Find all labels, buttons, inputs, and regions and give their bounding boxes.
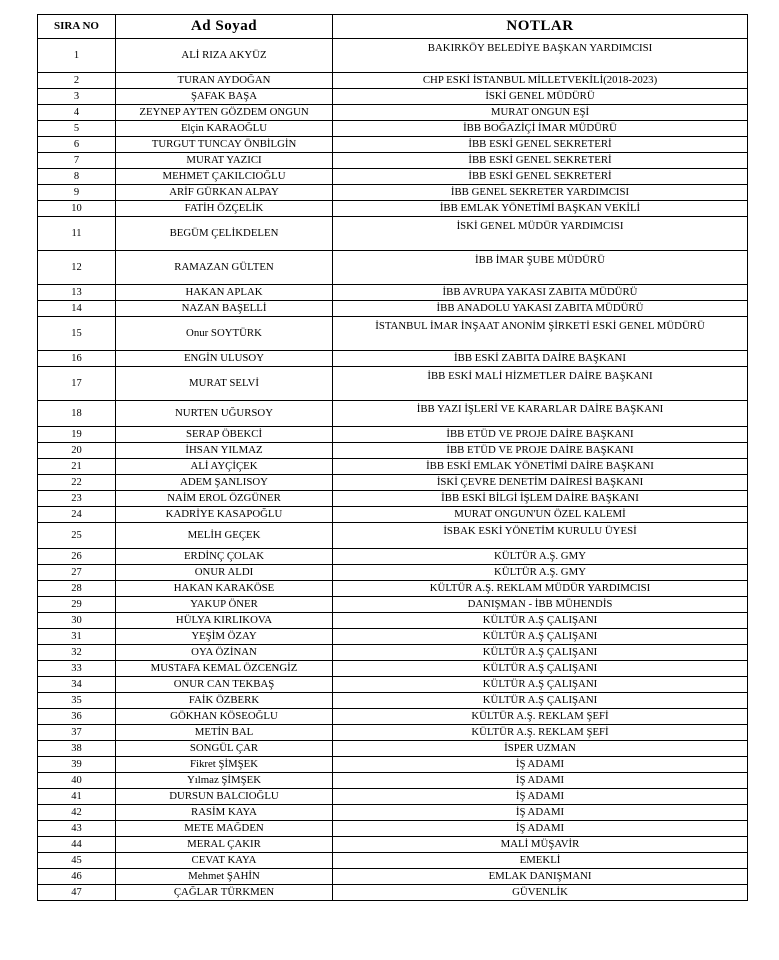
person-name-cell: NAZAN BAŞELLİ bbox=[116, 301, 333, 317]
row-number-cell: 43 bbox=[38, 821, 116, 837]
table-row bbox=[38, 613, 748, 629]
person-name-cell: ERDİNÇ ÇOLAK bbox=[116, 549, 333, 565]
row-number-cell: 44 bbox=[38, 837, 116, 853]
note-cell: İBB YAZI İŞLERİ VE KARARLAR DAİRE BAŞKANI bbox=[333, 401, 748, 427]
note-cell: KÜLTÜR A.Ş. GMY bbox=[333, 549, 748, 565]
header-sira-no: SIRA NO bbox=[38, 15, 116, 39]
note-cell: İBB ESKİ GENEL SEKRETERİ bbox=[333, 169, 748, 185]
note-cell: İBB ESKİ BİLGİ İŞLEM DAİRE BAŞKANI bbox=[333, 491, 748, 507]
note-cell: MALİ MÜŞAVİR bbox=[333, 837, 748, 853]
person-name-cell: DURSUN BALCIOĞLU bbox=[116, 789, 333, 805]
row-number-cell: 28 bbox=[38, 581, 116, 597]
person-name-cell: METİN BAL bbox=[116, 725, 333, 741]
row-number-cell: 6 bbox=[38, 137, 116, 153]
row-number-cell: 31 bbox=[38, 629, 116, 645]
person-name-cell: HAKAN KARAKÖSE bbox=[116, 581, 333, 597]
note-cell: MURAT ONGUN'UN ÖZEL KALEMİ bbox=[333, 507, 748, 523]
note-cell: İBB ESKİ EMLAK YÖNETİMİ DAİRE BAŞKANI bbox=[333, 459, 748, 475]
table-header bbox=[38, 15, 748, 39]
row-number-cell: 37 bbox=[38, 725, 116, 741]
row-number-cell: 47 bbox=[38, 885, 116, 901]
person-name-cell: FATİH ÖZÇELİK bbox=[116, 201, 333, 217]
table-row bbox=[38, 581, 748, 597]
note-cell: İŞ ADAMI bbox=[333, 789, 748, 805]
note-cell: İSKİ ÇEVRE DENETİM DAİRESİ BAŞKANI bbox=[333, 475, 748, 491]
person-name-cell: MUSTAFA KEMAL ÖZCENGİZ bbox=[116, 661, 333, 677]
person-name-cell: FAİK ÖZBERK bbox=[116, 693, 333, 709]
row-number-cell: 29 bbox=[38, 597, 116, 613]
note-cell: İBB ESKİ ZABITA DAİRE BAŞKANI bbox=[333, 351, 748, 367]
table-row bbox=[38, 153, 748, 169]
note-cell: KÜLTÜR A.Ş. GMY bbox=[333, 565, 748, 581]
table-row bbox=[38, 301, 748, 317]
row-number-cell: 34 bbox=[38, 677, 116, 693]
person-name-cell: ONUR CAN TEKBAŞ bbox=[116, 677, 333, 693]
person-list-table bbox=[37, 14, 748, 901]
table-row bbox=[38, 597, 748, 613]
row-number-cell: 46 bbox=[38, 869, 116, 885]
table-row bbox=[38, 565, 748, 581]
row-number-cell: 9 bbox=[38, 185, 116, 201]
person-name-cell: ALİ AYÇİÇEK bbox=[116, 459, 333, 475]
table-row bbox=[38, 351, 748, 367]
row-number-cell: 41 bbox=[38, 789, 116, 805]
person-name-cell: Elçin KARAOĞLU bbox=[116, 121, 333, 137]
row-number-cell: 2 bbox=[38, 73, 116, 89]
note-cell: İBB ESKİ GENEL SEKRETERİ bbox=[333, 153, 748, 169]
person-name-cell: ŞAFAK BAŞA bbox=[116, 89, 333, 105]
table-row bbox=[38, 137, 748, 153]
table-row bbox=[38, 251, 748, 285]
row-number-cell: 22 bbox=[38, 475, 116, 491]
person-name-cell: MURAT YAZICI bbox=[116, 153, 333, 169]
note-cell: İSPER UZMAN bbox=[333, 741, 748, 757]
note-cell: DANIŞMAN - İBB MÜHENDİS bbox=[333, 597, 748, 613]
row-number-cell: 15 bbox=[38, 317, 116, 351]
person-name-cell: ARİF GÜRKAN ALPAY bbox=[116, 185, 333, 201]
row-number-cell: 10 bbox=[38, 201, 116, 217]
note-cell: CHP ESKİ İSTANBUL MİLLETVEKİLİ(2018-2023) bbox=[333, 73, 748, 89]
person-name-cell: HÜLYA KIRLIKOVA bbox=[116, 613, 333, 629]
person-name-cell: YAKUP ÖNER bbox=[116, 597, 333, 613]
table-row bbox=[38, 805, 748, 821]
person-name-cell: ONUR ALDI bbox=[116, 565, 333, 581]
note-cell: İSKİ GENEL MÜDÜR YARDIMCISI bbox=[333, 217, 748, 251]
row-number-cell: 35 bbox=[38, 693, 116, 709]
row-number-cell: 39 bbox=[38, 757, 116, 773]
note-cell: İSKİ GENEL MÜDÜRÜ bbox=[333, 89, 748, 105]
person-name-cell: MEHMET ÇAKILCIOĞLU bbox=[116, 169, 333, 185]
note-cell: İŞ ADAMI bbox=[333, 821, 748, 837]
row-number-cell: 26 bbox=[38, 549, 116, 565]
table-row bbox=[38, 837, 748, 853]
row-number-cell: 24 bbox=[38, 507, 116, 523]
person-name-cell: ÇAĞLAR TÜRKMEN bbox=[116, 885, 333, 901]
person-name-cell: ZEYNEP AYTEN GÖZDEM ONGUN bbox=[116, 105, 333, 121]
table-row bbox=[38, 39, 748, 73]
row-number-cell: 11 bbox=[38, 217, 116, 251]
note-cell: KÜLTÜR A.Ş ÇALIŞANI bbox=[333, 629, 748, 645]
person-name-cell: MURAT SELVİ bbox=[116, 367, 333, 401]
table-row bbox=[38, 427, 748, 443]
row-number-cell: 4 bbox=[38, 105, 116, 121]
table-row bbox=[38, 523, 748, 549]
person-name-cell: BEGÜM ÇELİKDELEN bbox=[116, 217, 333, 251]
note-cell: İBB EMLAK YÖNETİMİ BAŞKAN VEKİLİ bbox=[333, 201, 748, 217]
row-number-cell: 20 bbox=[38, 443, 116, 459]
table-row bbox=[38, 201, 748, 217]
person-name-cell: ALİ RIZA AKYÜZ bbox=[116, 39, 333, 73]
table-row bbox=[38, 789, 748, 805]
note-cell: BAKIRKÖY BELEDİYE BAŞKAN YARDIMCISI bbox=[333, 39, 748, 73]
note-cell: KÜLTÜR A.Ş. REKLAM ŞEFİ bbox=[333, 725, 748, 741]
table-row bbox=[38, 443, 748, 459]
person-name-cell: SERAP ÖBEKCİ bbox=[116, 427, 333, 443]
row-number-cell: 21 bbox=[38, 459, 116, 475]
person-name-cell: METE MAĞDEN bbox=[116, 821, 333, 837]
person-name-cell: Onur SOYTÜRK bbox=[116, 317, 333, 351]
note-cell: İBB ESKİ GENEL SEKRETERİ bbox=[333, 137, 748, 153]
table-row bbox=[38, 773, 748, 789]
row-number-cell: 5 bbox=[38, 121, 116, 137]
note-cell: KÜLTÜR A.Ş. REKLAM ŞEFİ bbox=[333, 709, 748, 725]
table-row bbox=[38, 725, 748, 741]
note-cell: KÜLTÜR A.Ş. REKLAM MÜDÜR YARDIMCISI bbox=[333, 581, 748, 597]
header-ad-soyad: Ad Soyad bbox=[116, 15, 333, 39]
table-row bbox=[38, 217, 748, 251]
person-name-cell: TURAN AYDOĞAN bbox=[116, 73, 333, 89]
note-cell: İBB ETÜD VE PROJE DAİRE BAŞKANI bbox=[333, 443, 748, 459]
header-notlar: NOTLAR bbox=[333, 15, 748, 39]
table-row bbox=[38, 549, 748, 565]
note-cell: KÜLTÜR A.Ş ÇALIŞANI bbox=[333, 613, 748, 629]
table-row bbox=[38, 661, 748, 677]
person-name-cell: SONGÜL ÇAR bbox=[116, 741, 333, 757]
row-number-cell: 32 bbox=[38, 645, 116, 661]
note-cell: EMLAK DANIŞMANI bbox=[333, 869, 748, 885]
note-cell: İSBAK ESKİ YÖNETİM KURULU ÜYESİ bbox=[333, 523, 748, 549]
table-row bbox=[38, 757, 748, 773]
person-name-cell: CEVAT KAYA bbox=[116, 853, 333, 869]
note-cell: EMEKLİ bbox=[333, 853, 748, 869]
person-name-cell: MELİH GEÇEK bbox=[116, 523, 333, 549]
note-cell: İBB GENEL SEKRETER YARDIMCISI bbox=[333, 185, 748, 201]
row-number-cell: 19 bbox=[38, 427, 116, 443]
person-name-cell: ENGİN ULUSOY bbox=[116, 351, 333, 367]
person-name-cell: Yılmaz ŞİMŞEK bbox=[116, 773, 333, 789]
person-name-cell: GÖKHAN KÖSEOĞLU bbox=[116, 709, 333, 725]
table-row bbox=[38, 709, 748, 725]
table-row bbox=[38, 491, 748, 507]
table-body bbox=[38, 39, 748, 901]
note-cell: İSTANBUL İMAR İNŞAAT ANONİM ŞİRKETİ ESKİ GENEL MÜDÜRÜ bbox=[333, 317, 748, 351]
row-number-cell: 1 bbox=[38, 39, 116, 73]
note-cell: İBB BOĞAZİÇİ İMAR MÜDÜRÜ bbox=[333, 121, 748, 137]
table-row bbox=[38, 89, 748, 105]
header-row bbox=[38, 15, 748, 39]
row-number-cell: 8 bbox=[38, 169, 116, 185]
table-row bbox=[38, 885, 748, 901]
row-number-cell: 23 bbox=[38, 491, 116, 507]
table-row bbox=[38, 853, 748, 869]
person-name-cell: YEŞİM ÖZAY bbox=[116, 629, 333, 645]
note-cell: KÜLTÜR A.Ş ÇALIŞANI bbox=[333, 645, 748, 661]
note-cell: KÜLTÜR A.Ş ÇALIŞANI bbox=[333, 677, 748, 693]
row-number-cell: 42 bbox=[38, 805, 116, 821]
row-number-cell: 16 bbox=[38, 351, 116, 367]
table-row bbox=[38, 317, 748, 351]
person-name-cell: KADRİYE KASAPOĞLU bbox=[116, 507, 333, 523]
person-name-cell: NURTEN UĞURSOY bbox=[116, 401, 333, 427]
table-row bbox=[38, 105, 748, 121]
row-number-cell: 3 bbox=[38, 89, 116, 105]
row-number-cell: 13 bbox=[38, 285, 116, 301]
table-row bbox=[38, 401, 748, 427]
table-row bbox=[38, 869, 748, 885]
note-cell: MURAT ONGUN EŞİ bbox=[333, 105, 748, 121]
note-cell: İBB İMAR ŞUBE MÜDÜRÜ bbox=[333, 251, 748, 285]
note-cell: GÜVENLİK bbox=[333, 885, 748, 901]
note-cell: İBB ANADOLU YAKASI ZABITA MÜDÜRÜ bbox=[333, 301, 748, 317]
table-row bbox=[38, 285, 748, 301]
row-number-cell: 18 bbox=[38, 401, 116, 427]
table-row bbox=[38, 121, 748, 137]
table-row bbox=[38, 821, 748, 837]
table-row bbox=[38, 475, 748, 491]
person-name-cell: RAMAZAN GÜLTEN bbox=[116, 251, 333, 285]
table-row bbox=[38, 645, 748, 661]
row-number-cell: 14 bbox=[38, 301, 116, 317]
note-cell: İBB ESKİ MALİ HİZMETLER DAİRE BAŞKANI bbox=[333, 367, 748, 401]
person-name-cell: RASİM KAYA bbox=[116, 805, 333, 821]
person-name-cell: OYA ÖZİNAN bbox=[116, 645, 333, 661]
person-name-cell: İHSAN YILMAZ bbox=[116, 443, 333, 459]
row-number-cell: 45 bbox=[38, 853, 116, 869]
table-row bbox=[38, 459, 748, 475]
person-name-cell: Fikret ŞİMŞEK bbox=[116, 757, 333, 773]
note-cell: İŞ ADAMI bbox=[333, 773, 748, 789]
row-number-cell: 33 bbox=[38, 661, 116, 677]
note-cell: İŞ ADAMI bbox=[333, 757, 748, 773]
table-row bbox=[38, 169, 748, 185]
table-row bbox=[38, 507, 748, 523]
row-number-cell: 27 bbox=[38, 565, 116, 581]
row-number-cell: 36 bbox=[38, 709, 116, 725]
row-number-cell: 7 bbox=[38, 153, 116, 169]
table-row bbox=[38, 677, 748, 693]
table-row bbox=[38, 741, 748, 757]
row-number-cell: 38 bbox=[38, 741, 116, 757]
table-row bbox=[38, 367, 748, 401]
note-cell: KÜLTÜR A.Ş ÇALIŞANI bbox=[333, 661, 748, 677]
note-cell: İBB ETÜD VE PROJE DAİRE BAŞKANI bbox=[333, 427, 748, 443]
note-cell: İBB AVRUPA YAKASI ZABITA MÜDÜRÜ bbox=[333, 285, 748, 301]
row-number-cell: 25 bbox=[38, 523, 116, 549]
table-row bbox=[38, 73, 748, 89]
row-number-cell: 12 bbox=[38, 251, 116, 285]
note-cell: KÜLTÜR A.Ş ÇALIŞANI bbox=[333, 693, 748, 709]
row-number-cell: 30 bbox=[38, 613, 116, 629]
table-row bbox=[38, 693, 748, 709]
person-name-cell: MERAL ÇAKIR bbox=[116, 837, 333, 853]
person-name-cell: TURGUT TUNCAY ÖNBİLGİN bbox=[116, 137, 333, 153]
note-cell: İŞ ADAMI bbox=[333, 805, 748, 821]
table-row bbox=[38, 629, 748, 645]
person-name-cell: NAİM EROL ÖZGÜNER bbox=[116, 491, 333, 507]
row-number-cell: 40 bbox=[38, 773, 116, 789]
person-name-cell: HAKAN APLAK bbox=[116, 285, 333, 301]
person-name-cell: ADEM ŞANLISOY bbox=[116, 475, 333, 491]
document-sheet bbox=[37, 14, 747, 901]
table-row bbox=[38, 185, 748, 201]
row-number-cell: 17 bbox=[38, 367, 116, 401]
person-name-cell: Mehmet ŞAHİN bbox=[116, 869, 333, 885]
